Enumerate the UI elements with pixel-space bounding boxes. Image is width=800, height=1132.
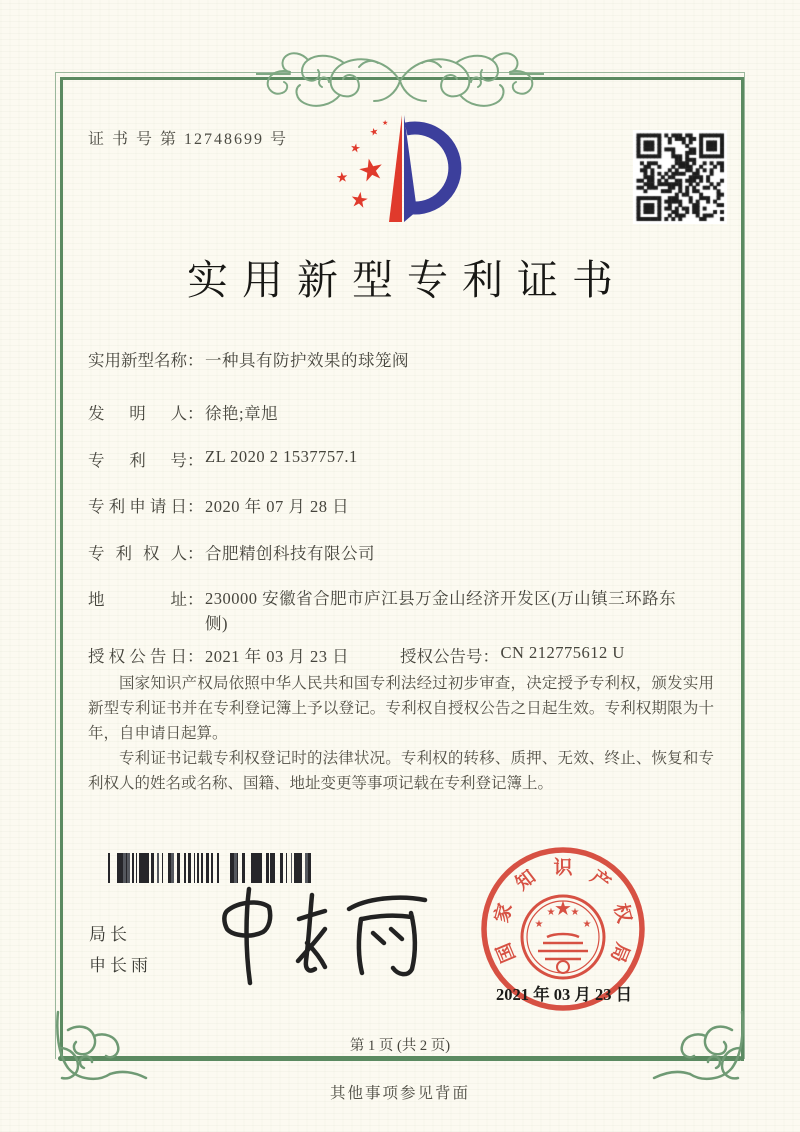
- back-side-note: 其他事项参见背面: [329, 1085, 470, 1102]
- legal-paragraph: 专利证书记载专利权登记时的法律状况。专利权的转移、质押、无效、终止、恢复和专利权人的姓名或名称、国籍、地址变更等事项记载在专利登记簿上。: [88, 750, 714, 792]
- national-emblem-icon: [522, 896, 604, 978]
- svg-text:★: ★: [534, 919, 544, 930]
- svg-text:★: ★: [582, 919, 592, 930]
- field-label: 授权公告号: [400, 647, 483, 666]
- seal-char: 产: [586, 866, 615, 895]
- seal-char: 权: [609, 901, 635, 926]
- field-value: 合肥精创科技有限公司: [205, 544, 375, 563]
- handwritten-signature-icon: [215, 885, 430, 990]
- field-value: 230000 安徽省合肥市庐江县万金山经济开发区(万山镇三环路东侧): [205, 589, 677, 633]
- qr-code: [633, 130, 727, 224]
- field-label: 专利号: [88, 451, 187, 470]
- certificate-number: 证 书 号 第 12748699 号: [88, 131, 289, 148]
- colon: ：: [187, 590, 204, 609]
- field-row-filing-date: [88, 493, 349, 517]
- field-row-patentee: [88, 540, 375, 564]
- svg-text:★: ★: [554, 898, 572, 920]
- cnipa-logo-icon: [338, 110, 472, 232]
- legal-text: [88, 671, 714, 796]
- field-value: 2021 年 03 月 23 日: [205, 647, 350, 666]
- field-label: 专利权人: [88, 544, 187, 563]
- colon: ：: [187, 497, 204, 516]
- page-number: 第 1 页 (共 2 页): [349, 1038, 451, 1054]
- field-label: 专利申请日: [88, 497, 187, 516]
- field-row-inventor: [88, 400, 278, 424]
- colon: ：: [187, 351, 204, 370]
- colon: ：: [187, 544, 204, 563]
- field-value: ZL 2020 2 1537757.1: [205, 447, 358, 466]
- seal-char: 知: [511, 866, 540, 895]
- seal-char: 识: [553, 857, 573, 879]
- field-value: 一种具有防护效果的球笼阀: [205, 351, 409, 370]
- field-value: 徐艳;章旭: [205, 404, 279, 423]
- star-icon: [349, 189, 371, 212]
- star-icon: [382, 120, 388, 127]
- seal-date: 2021 年 03 月 23 日: [495, 985, 633, 1004]
- seal-char: 家: [491, 901, 517, 926]
- field-label: 地址: [88, 590, 187, 609]
- field-row-name: [88, 347, 409, 371]
- colon: ：: [187, 404, 204, 423]
- svg-text:★: ★: [546, 907, 556, 918]
- seal-char: 局: [606, 939, 633, 966]
- field-row-patent-no: [88, 447, 358, 471]
- field-grant-no: [400, 643, 625, 667]
- star-icon: [335, 171, 349, 186]
- field-value: CN 212775612 U: [500, 643, 625, 662]
- commissioner-name: 申长雨: [89, 956, 152, 975]
- barcode: [105, 853, 313, 883]
- field-row-address: [88, 586, 683, 636]
- colon: ：: [482, 647, 499, 666]
- field-row-grant: [88, 643, 728, 667]
- dragon-scroll-ornament-icon: [256, 47, 544, 115]
- field-label: 实用新型名称: [88, 351, 187, 370]
- colon: ：: [187, 647, 204, 666]
- colon: ：: [187, 451, 204, 470]
- border-bottom-rule: [58, 1056, 742, 1061]
- certificate-title: 实用新型专利证书: [187, 257, 627, 303]
- svg-text:★: ★: [570, 907, 580, 918]
- commissioner-title: 局长: [89, 925, 131, 944]
- field-value: 2020 年 07 月 28 日: [205, 497, 350, 516]
- field-label: 授权公告日: [88, 647, 187, 666]
- field-label: 发明人: [88, 404, 187, 423]
- seal-char: 国: [493, 939, 520, 966]
- legal-paragraph: 国家知识产权局依照中华人民共和国专利法经过初步审查，决定授予专利权，颁发实用新型专利证书并在专利登记簿上予以登记。专利权自授权公告之日起生效。专利权期限为十年，自申请日起算。: [88, 675, 714, 742]
- star-icon: [349, 141, 362, 155]
